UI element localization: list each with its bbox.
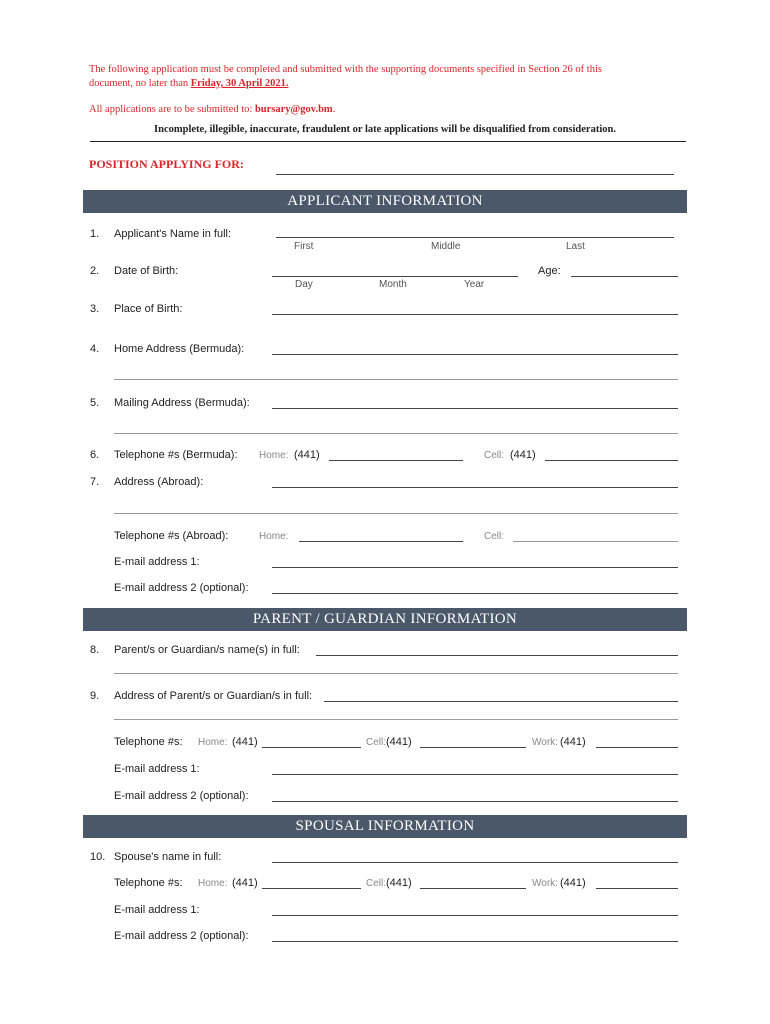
q5-number: 5. [90,397,100,409]
notice-submit-suffix: . [332,104,336,115]
guardian-name-field-2[interactable] [114,673,678,674]
parent-home-area: (441) [232,736,258,748]
abroad-telephone-label: Telephone #s (Abroad): [114,530,229,542]
section-parent-header: PARENT / GUARDIAN INFORMATION [83,608,687,631]
q3-number: 3. [90,303,100,315]
parent-email1-label: E-mail address 1: [114,763,200,775]
month-caption: Month [379,279,407,290]
applicant-email2-field[interactable] [272,593,678,594]
parent-work-label: Work: [532,737,558,748]
applicant-email1-label: E-mail address 1: [114,556,200,568]
q8-number: 8. [90,644,100,656]
disqualify-notice: Incomplete, illegible, inaccurate, fraudulent or late applications will be disqualified from consideration. [154,124,616,135]
guardian-name-field[interactable] [316,655,678,656]
applicant-email1-field[interactable] [272,567,678,568]
q10-label: Spouse's name in full: [114,851,222,863]
day-caption: Day [295,279,313,290]
spouse-email1-field[interactable] [272,915,678,916]
parent-email2-label: E-mail address 2 (optional): [114,790,249,802]
abroad-cell-label: Cell: [484,531,505,542]
dob-field[interactable] [272,276,518,277]
parent-email1-field[interactable] [272,774,678,775]
q5-label: Mailing Address (Bermuda): [114,397,250,409]
spouse-email2-label: E-mail address 2 (optional): [114,930,249,942]
home-phone-label: Home: [259,450,289,461]
last-caption: Last [566,241,585,252]
q2-label: Date of Birth: [114,265,179,277]
guardian-address-field[interactable] [324,701,678,702]
abroad-home-phone-field[interactable] [299,541,463,542]
q6-number: 6. [90,449,100,461]
parent-cell-area: (441) [386,736,412,748]
guardian-address-field-2[interactable] [114,719,678,720]
cell-phone-field[interactable] [545,460,678,461]
mailing-address-field-2[interactable] [114,433,678,434]
parent-telephone-label: Telephone #s: [114,736,183,748]
spouse-cell-phone-field[interactable] [420,888,526,889]
mailing-address-field[interactable] [272,408,678,409]
spouse-email1-label: E-mail address 1: [114,904,200,916]
divider [90,141,686,142]
parent-work-area: (441) [560,736,586,748]
parent-email2-field[interactable] [272,801,678,802]
abroad-address-field-2[interactable] [114,513,678,514]
home-phone-field[interactable] [329,460,463,461]
parent-cell-phone-field[interactable] [420,747,526,748]
q4-label: Home Address (Bermuda): [114,343,245,355]
spouse-work-area: (441) [560,877,586,889]
q9-label: Address of Parent/s or Guardian/s in full: [114,690,313,702]
q3-label: Place of Birth: [114,303,183,315]
q7-number: 7. [90,476,100,488]
q6-label: Telephone #s (Bermuda): [114,449,238,461]
q2-number: 2. [90,265,100,277]
place-of-birth-field[interactable] [272,314,678,315]
year-caption: Year [464,279,485,290]
q1-label: Applicant's Name in full: [114,228,232,240]
spouse-home-area: (441) [232,877,258,889]
home-address-field[interactable] [272,354,678,355]
spouse-work-phone-field[interactable] [596,888,678,889]
notice-submit [89,102,335,118]
position-label: POSITION APPLYING FOR: [89,157,244,171]
q7-label: Address (Abroad): [114,476,204,488]
age-label: Age: [538,265,561,277]
applicant-email2-label: E-mail address 2 (optional): [114,582,249,594]
middle-caption: Middle [431,241,461,252]
spouse-work-label: Work: [532,878,558,889]
spouse-cell-area: (441) [386,877,412,889]
section-spouse-header: SPOUSAL INFORMATION [83,815,687,838]
parent-work-phone-field[interactable] [596,747,678,748]
parent-home-phone-field[interactable] [262,747,361,748]
notice-line-2 [89,76,288,92]
notice-submit-prefix: All applications are to be submitted to: [89,104,255,115]
q10-number: 10. [90,851,106,863]
home-address-field-2[interactable] [114,379,678,380]
notice-line-1: The following application must be completed and submitted with the supporting documents specified in Section 26 of this [89,64,602,75]
q9-number: 9. [90,690,100,702]
parent-cell-label: Cell: [366,737,387,748]
spouse-home-label: Home: [198,878,228,889]
spouse-home-phone-field[interactable] [262,888,361,889]
notice-deadline-prefix: document, no later than [89,78,191,89]
cell-phone-label: Cell: [484,450,505,461]
parent-home-label: Home: [198,737,228,748]
abroad-cell-phone-field[interactable] [513,541,678,542]
notice-deadline: Friday, 30 April 2021. [190,78,289,89]
spouse-name-field[interactable] [272,862,678,863]
abroad-home-label: Home: [259,531,289,542]
spouse-telephone-label: Telephone #s: [114,877,183,889]
section-applicant-header: APPLICANT INFORMATION [83,190,687,213]
cell-area-code: (441) [510,449,536,461]
first-caption: First [294,241,314,252]
applicant-name-field[interactable] [276,237,674,238]
submit-email[interactable]: bursary@gov.bm [254,104,333,115]
position-field[interactable] [276,174,674,175]
spouse-email2-field[interactable] [272,941,678,942]
abroad-address-field[interactable] [272,487,678,488]
home-area-code: (441) [294,449,320,461]
q4-number: 4. [90,343,100,355]
spouse-cell-label: Cell: [366,878,387,889]
age-field[interactable] [571,276,678,277]
q8-label: Parent/s or Guardian/s name(s) in full: [114,644,300,656]
q1-number: 1. [90,228,100,240]
